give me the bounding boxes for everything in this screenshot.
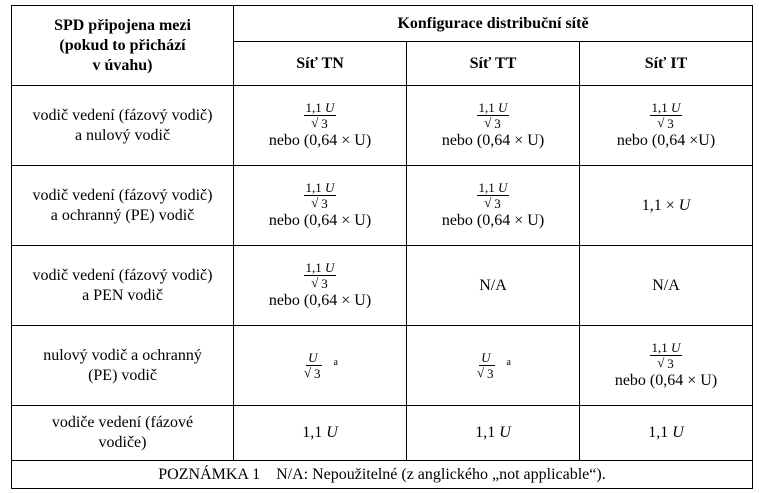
row-label: vodič vedení (fázový vodič) a nulový vodič <box>12 86 234 166</box>
table-row <box>12 406 753 461</box>
row-label: nulový vodič a ochranný (PE) vodič <box>12 326 234 406</box>
header-spd-between: SPD připojena mezi (pokud to přichází v úvahu) <box>12 6 234 86</box>
table-row <box>12 166 753 246</box>
formula-fraction: 1,1 U √ 3 <box>651 339 681 371</box>
cell-tt <box>407 326 580 406</box>
formula-fraction: U √ 3 <box>304 349 321 381</box>
table-note: POZNÁMKA 1 N/A: Nepoužitelné (z anglického „not applicable“). <box>12 461 753 489</box>
table-row <box>12 86 753 166</box>
cell-it: 1,1 U √ 3 nebo (0,64 × U) <box>580 326 753 406</box>
spd-table <box>11 5 753 489</box>
formula-fraction: U √ 3 <box>477 349 494 381</box>
formula-fraction: 1,1 U √ 3 <box>478 99 508 131</box>
cell-tt: 1,1 U <box>407 406 580 461</box>
formula-fraction: 1,1 U √ 3 <box>305 179 335 211</box>
cell-it: 1,1 × U <box>580 166 753 246</box>
cell-tn: 1,1 U <box>234 406 407 461</box>
header-it: Síť IT <box>580 42 753 86</box>
cell-tn <box>234 326 407 406</box>
cell-tt: 1,1 U √ 3 nebo (0,64 × U) <box>407 86 580 166</box>
cell-tn: 1,1 U √ 3 nebo (0,64 × U) <box>234 246 407 326</box>
cell-it: 1,1 U <box>580 406 753 461</box>
cell-it: 1,1 U √ 3 nebo (0,64 ×U) <box>580 86 753 166</box>
cell-tn: 1,1 U √ 3 nebo (0,64 × U) <box>234 86 407 166</box>
footnote-mark: a <box>333 356 338 368</box>
header-network-config: Konfigurace distribuční sítě <box>234 6 753 42</box>
formula-fraction: 1,1 U √ 3 <box>305 99 335 131</box>
cell-tt: N/A <box>407 246 580 326</box>
footnote-mark: a <box>506 356 511 368</box>
row-label: vodiče vedení (fázové vodiče) <box>12 406 234 461</box>
header-tn: Síť TN <box>234 42 407 86</box>
formula-fraction: 1,1 U √ 3 <box>651 99 681 131</box>
row-label: vodič vedení (fázový vodič) a ochranný (PE) vodič <box>12 166 234 246</box>
header-tt: Síť TT <box>407 42 580 86</box>
cell-tt: 1,1 U √ 3 nebo (0,64 × U) <box>407 166 580 246</box>
formula-fraction: 1,1 U √ 3 <box>478 179 508 211</box>
table-row <box>12 246 753 326</box>
formula-fraction: 1,1 U √ 3 <box>305 259 335 291</box>
cell-tn: 1,1 U √ 3 nebo (0,64 × U) <box>234 166 407 246</box>
cell-it: N/A <box>580 246 753 326</box>
table-row <box>12 326 753 406</box>
row-label: vodič vedení (fázový vodič) a PEN vodič <box>12 246 234 326</box>
